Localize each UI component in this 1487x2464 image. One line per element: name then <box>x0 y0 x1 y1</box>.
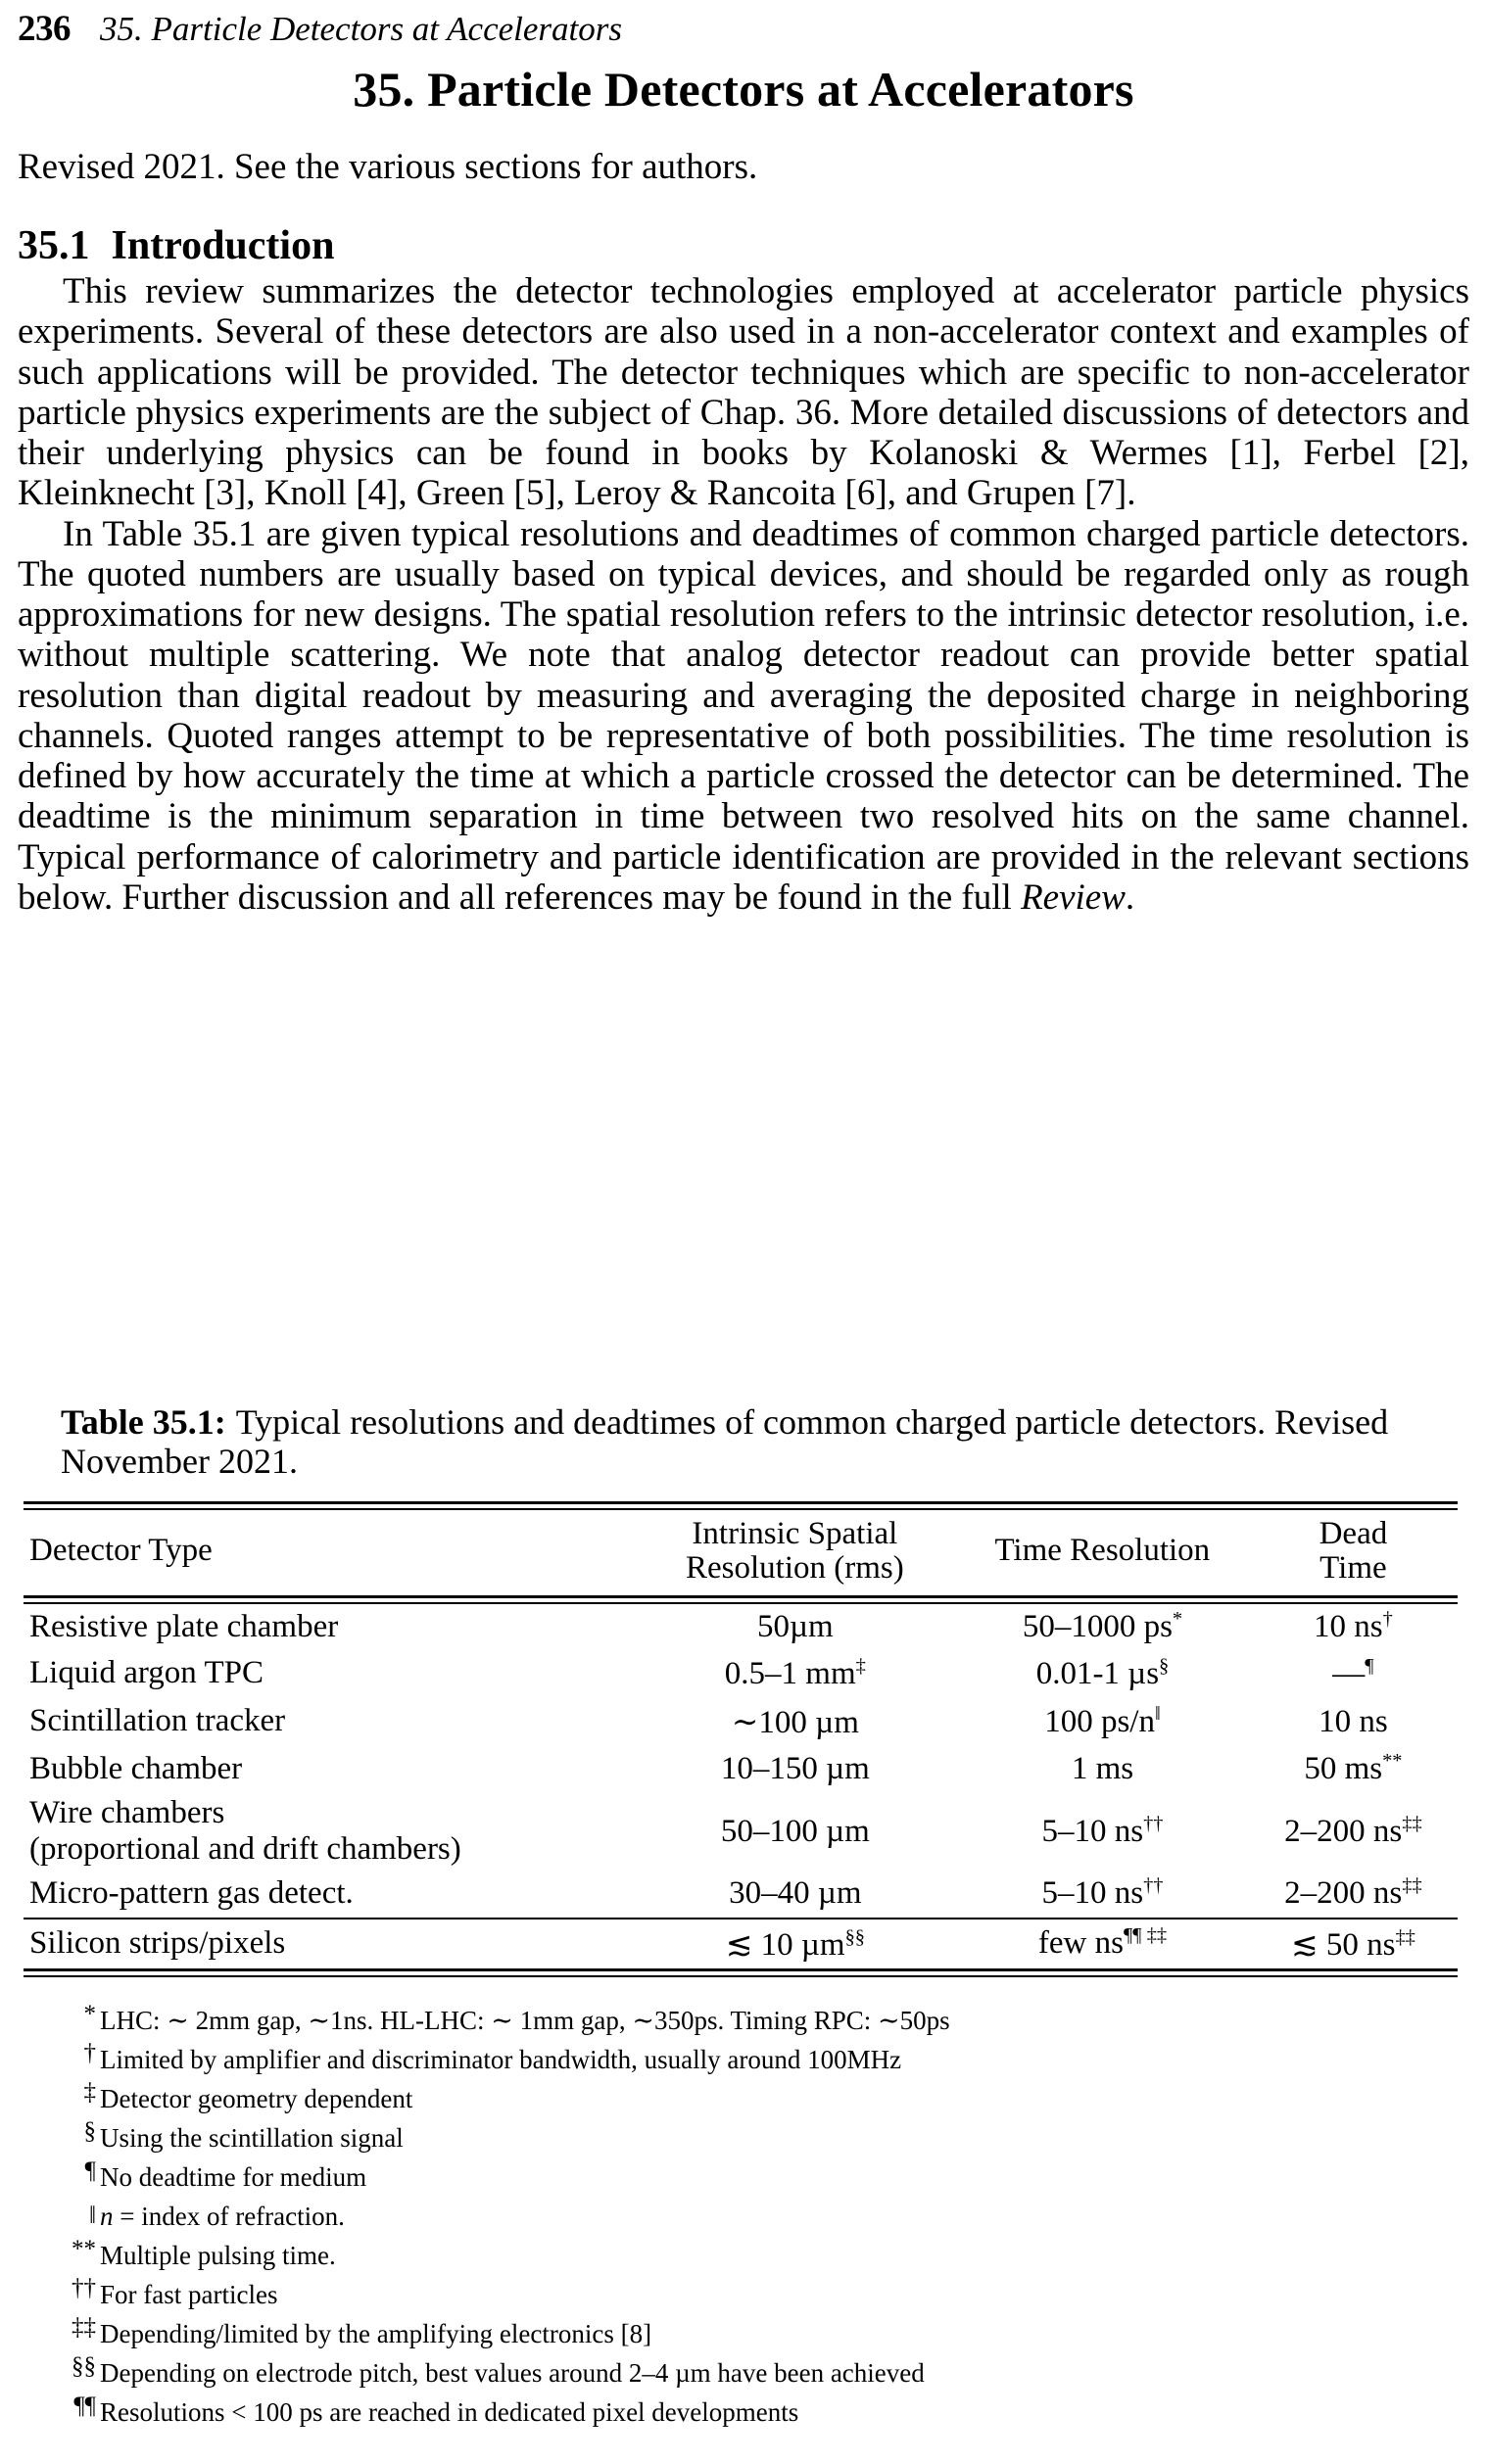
cell-dead-value: ≲ 50 ns <box>1290 1926 1396 1963</box>
footnote-text: Limited by amplifier and discriminator bandwidth, usually around 100MHz <box>100 2045 902 2074</box>
column-header-spatial-resolution <box>634 1510 956 1595</box>
table-header-row <box>24 1510 1458 1595</box>
cell-detector: Liquid argon TPC <box>29 1655 264 1691</box>
cell-time-value: 100 ps/n <box>1044 1703 1155 1739</box>
cell-time-value: 0.01-1 µs <box>1035 1655 1160 1691</box>
section-heading <box>18 224 1469 267</box>
cell-time <box>956 1650 1249 1697</box>
cell-spatial-value: 50µm <box>756 1609 834 1645</box>
cell-time-value: 50–1000 ps <box>1022 1609 1173 1645</box>
page-number: 236 <box>18 9 71 49</box>
running-head <box>18 8 1469 53</box>
cell-detector <box>24 1793 635 1871</box>
footnote-marker: † <box>83 2040 96 2066</box>
footnote-text: Multiple pulsing time. <box>100 2241 336 2270</box>
review-italic: Review <box>1021 877 1126 918</box>
table-row <box>24 1793 1458 1871</box>
column-header-time-resolution: Time Resolution <box>994 1533 1211 1569</box>
cell-detector-line2: (proportional and drift chambers) <box>29 1831 461 1868</box>
cell-spatial <box>635 1697 957 1746</box>
cell-spatial <box>635 1604 957 1651</box>
footnote-marker: ¶ <box>84 2157 96 2184</box>
footnote-italic-symbol: n <box>100 2202 114 2231</box>
cell-time-value: 1 ms <box>1071 1751 1134 1787</box>
footnote-text: Depending/limited by the amplifying electronics [8] <box>100 2319 652 2348</box>
detector-table <box>24 1510 1458 1595</box>
cell-dead-value: 2–200 ns <box>1284 1813 1403 1849</box>
cell-detector-line1: Wire chambers <box>29 1794 225 1830</box>
cell-spatial <box>635 1871 957 1918</box>
footnote-marker: ‡‡ <box>72 2314 96 2341</box>
cell-dead-value: — <box>1332 1655 1366 1691</box>
footnote-item <box>18 2314 1469 2348</box>
cell-spatial-footnote: §§ <box>844 1925 865 1948</box>
cell-dead-footnote: ** <box>1382 1750 1403 1773</box>
body-column <box>18 127 1469 918</box>
cell-time <box>956 1697 1249 1746</box>
table-bottom-double-rule <box>24 1968 1458 1977</box>
table-head <box>24 1510 1458 1595</box>
cell-spatial-value: 10–150 µm <box>720 1751 870 1787</box>
footnote-marker: §§ <box>72 2353 96 2380</box>
chapter-title: 35. Particle Detectors at Accelerators <box>353 62 1134 117</box>
footnote-marker: †† <box>72 2275 96 2301</box>
cell-time-value: few ns <box>1037 1925 1124 1962</box>
cell-time-footnote: †† <box>1143 1812 1164 1834</box>
table-footnotes <box>18 2001 1469 2439</box>
cell-time-value: 5–10 ns <box>1041 1813 1144 1849</box>
column-header-detector-type: Detector Type <box>29 1533 213 1569</box>
cell-time <box>956 1604 1249 1651</box>
footnote-marker: ‡ <box>83 2079 96 2106</box>
cell-time <box>956 1871 1249 1918</box>
cell-dead <box>1249 1746 1458 1793</box>
cell-spatial-value: 0.5–1 mm <box>724 1655 856 1691</box>
table-row <box>24 1604 1458 1651</box>
footnote-text: Resolutions < 100 ps are reached in dedicated pixel developments <box>100 2397 799 2427</box>
cell-detector: Bubble chamber <box>29 1751 243 1787</box>
section-number: 35.1 <box>18 223 90 268</box>
cell-time-footnote: †† <box>1143 1874 1164 1897</box>
cell-detector: Silicon strips/pixels <box>29 1924 286 1961</box>
column-header-dead-line2: Time <box>1319 1550 1387 1587</box>
cell-spatial <box>635 1746 957 1793</box>
cell-dead <box>1249 1604 1458 1651</box>
detector-table-body <box>24 1604 1458 1918</box>
footnote-marker: ‖ <box>88 2203 96 2229</box>
cell-spatial-value: ∼100 µm <box>731 1705 859 1741</box>
footnote-item <box>18 2079 1469 2113</box>
cell-time <box>956 1919 1249 1968</box>
footnote-item <box>18 2157 1469 2192</box>
footnote-item <box>18 2236 1469 2270</box>
cell-time-footnote: ¶¶ ‡‡ <box>1123 1924 1168 1947</box>
footnote-item <box>18 2118 1469 2153</box>
footnote-item <box>18 2203 1469 2230</box>
footnote-item <box>18 2001 1469 2035</box>
cell-dead-value: 10 ns <box>1314 1609 1383 1645</box>
footnote-item <box>18 2353 1469 2388</box>
table-caption-text: Typical resolutions and deadtimes of common charged particle detectors. Revised November 2021. <box>61 1402 1389 1482</box>
section-title: Introduction <box>111 223 335 268</box>
footnote-marker: ¶¶ <box>73 2393 96 2419</box>
footnote-text: n = index of refraction. <box>100 2202 345 2231</box>
cell-time <box>956 1746 1249 1793</box>
footnote-item <box>18 2275 1469 2309</box>
footnote-text: Detector geometry dependent <box>100 2084 413 2113</box>
cell-dead-footnote: ¶ <box>1365 1654 1374 1677</box>
cell-dead-value: 2–200 ns <box>1284 1875 1403 1912</box>
cell-time-footnote: * <box>1172 1608 1183 1631</box>
revised-note: Revised 2021. See the various sections for authors. <box>18 147 758 187</box>
cell-time-footnote: ‖ <box>1154 1702 1161 1725</box>
cell-detector: Resistive plate chamber <box>29 1608 339 1644</box>
column-header-spatial-line1: Intrinsic Spatial <box>692 1515 898 1551</box>
cell-dead <box>1249 1793 1458 1871</box>
table-caption <box>18 1402 1469 1482</box>
footnote-text: Depending on electrode pitch, best values around 2–4 µm have been achieved <box>100 2358 925 2388</box>
cell-dead <box>1249 1919 1458 1968</box>
cell-dead-footnote: ‡‡ <box>1395 1925 1415 1948</box>
cell-dead <box>1249 1650 1458 1697</box>
cell-spatial-value: 30–40 µm <box>729 1875 862 1912</box>
cell-dead-footnote: † <box>1382 1608 1393 1631</box>
cell-spatial <box>635 1650 957 1697</box>
cell-dead-footnote: ‡‡ <box>1402 1874 1422 1897</box>
footnote-text: Using the scintillation signal <box>100 2123 404 2153</box>
table-body <box>24 1604 1458 1918</box>
column-header-dead-time <box>1249 1510 1458 1595</box>
footnote-item <box>18 2393 1469 2427</box>
footnote-text: For fast particles <box>100 2280 278 2309</box>
paragraph-table-description-tail: . <box>1125 877 1135 918</box>
table-row <box>24 1697 1458 1746</box>
footnote-marker: ** <box>72 2236 96 2262</box>
column-header-dead-line1: Dead <box>1319 1515 1388 1551</box>
footnote-item <box>18 2040 1469 2074</box>
table-row <box>24 1650 1458 1697</box>
table-row <box>24 1746 1458 1793</box>
detector-table-last-row <box>24 1919 1458 1968</box>
column-header-spatial-line2: Resolution (rms) <box>686 1550 904 1587</box>
cell-spatial-footnote: ‡ <box>855 1654 866 1677</box>
cell-detector: Micro-pattern gas detect. <box>29 1874 354 1911</box>
table-top-double-rule <box>24 1501 1458 1510</box>
cell-time-footnote: § <box>1159 1654 1170 1677</box>
cell-time-value: 5–10 ns <box>1041 1875 1144 1912</box>
cell-spatial <box>635 1919 957 1968</box>
footnote-marker: § <box>83 2118 96 2145</box>
cell-dead-value: 50 ms <box>1304 1751 1383 1787</box>
footnote-marker: * <box>83 2001 96 2027</box>
table-row <box>24 1919 1458 1968</box>
cell-dead-footnote: ‡‡ <box>1402 1812 1422 1834</box>
table-header-double-rule <box>24 1595 1458 1604</box>
footnote-text: No deadtime for medium <box>100 2162 367 2192</box>
cell-time <box>956 1793 1249 1871</box>
cell-dead-value: 10 ns <box>1319 1703 1388 1739</box>
paragraph-intro: This review summarizes the detector technologies employed at accelerator particle physics experiments. Several of these detectors are also used in a non-accelerator context and examples of such applications will be provided. The detector techniques which are specific to non-accelerator particle physics experiments are the subject of Chap. 36. More detailed discussions of detectors and their underlying physics can be found in books by Kolanoski & Wermes [1], Ferbel [2], Kleinknecht [3], Knoll [4], Green [5], Leroy & Rancoita [6], and Grupen [7]. <box>18 271 1469 514</box>
running-title: 35. Particle Detectors at Accelerators <box>100 10 622 48</box>
footnote-text: LHC: ∼ 2mm gap, ∼1ns. HL-LHC: ∼ 1mm gap, ∼350ps. Timing RPC: ∼50ps <box>100 2006 950 2035</box>
cell-detector: Scintillation tracker <box>29 1703 286 1739</box>
table-block <box>18 1402 1469 1977</box>
cell-spatial-value: 50–100 µm <box>720 1813 870 1849</box>
table-caption-label: Table 35.1: <box>61 1402 226 1442</box>
cell-dead <box>1249 1697 1458 1746</box>
paragraph-table-description <box>18 514 1469 919</box>
paragraph-table-description-lead: In Table 35.1 are given typical resolutions and deadtimes of common charged particle detectors. The quoted numbers are usually based on typical devices, and should be regarded only as rough approximations for new designs. The spatial resolution refers to the intrinsic detector resolution, i.e. without multiple scattering. We note that analog detector readout can provide better spatial resolution than digital readout by measuring and averaging the deposited charge in neighboring channels. Quoted ranges attempt to be representative of both possibilities. The time resolution is defined by how accurately the time at which a particle crossed the detector can be determined. The deadtime is the minimum separation in time between two resolved hits on the same channel. Typical performance of calorimetry and particle identification are provided in the relevant sections below. Further discussion and all references may be found in the full <box>18 513 1469 918</box>
cell-spatial <box>635 1793 957 1871</box>
cell-spatial-value: ≲ 10 µm <box>725 1926 845 1963</box>
table-row <box>24 1871 1458 1918</box>
cell-dead <box>1249 1871 1458 1918</box>
